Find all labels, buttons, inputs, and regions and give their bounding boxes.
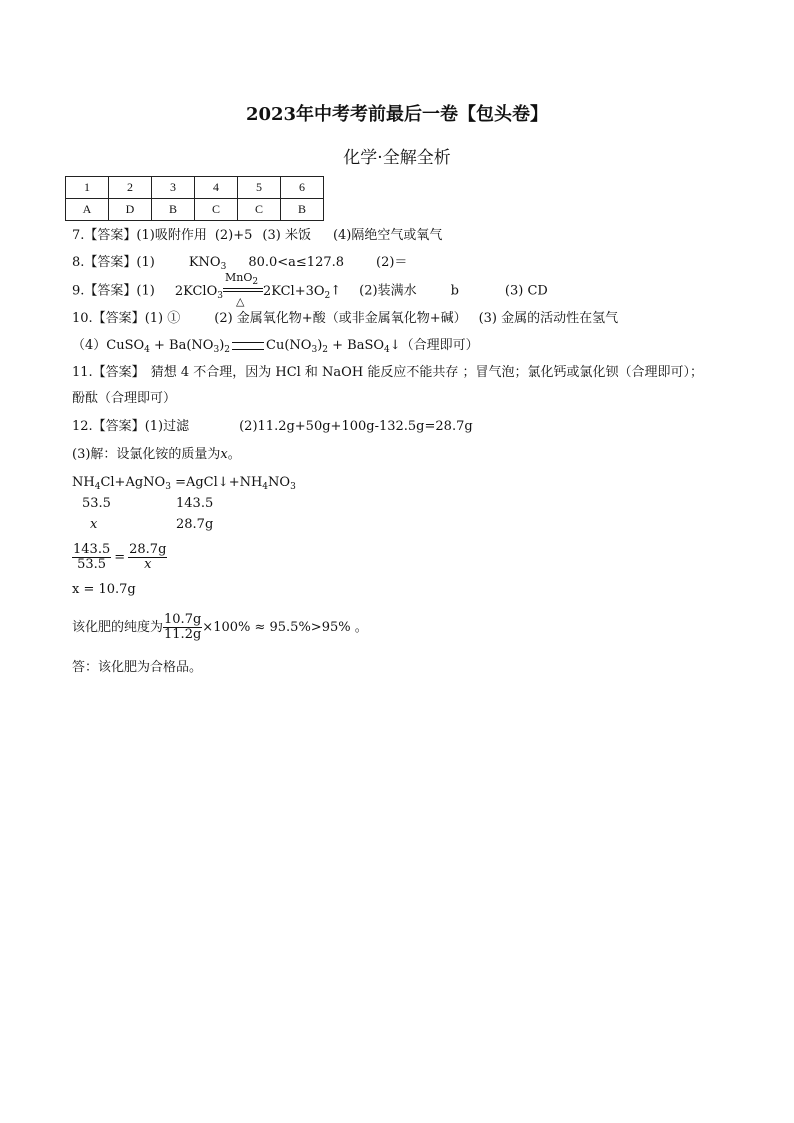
q10-a1: (1) ① bbox=[144, 311, 181, 326]
q12-conclusion: 答：该化肥为合格品。 bbox=[72, 660, 203, 675]
equals-sign-icon bbox=[232, 342, 264, 350]
q10-a3: (3) 金属的活动性在氢气 bbox=[478, 311, 619, 326]
q7-label: 7.【答案】 bbox=[72, 228, 137, 243]
q9-a1: (1) bbox=[136, 283, 155, 299]
table-cell: D bbox=[109, 199, 152, 221]
gas-arrow-icon: ↑ bbox=[330, 283, 342, 299]
q12-a2: (2)11.2g+50g+100g-132.5g=28.7g bbox=[239, 419, 473, 434]
q12-label: 12.【答案】 bbox=[72, 419, 145, 434]
fraction-left: $\frac{143.5}{53.5}$ bbox=[73, 542, 111, 572]
q8-range: 80.0<a≤127.8 bbox=[248, 255, 345, 270]
answer-table bbox=[65, 176, 324, 221]
table-cell: 6 bbox=[281, 177, 324, 199]
q9-a2: (2)装满水 bbox=[359, 283, 417, 299]
q10-line2: （4）CuSO$_4$ + $Ba(NO_3)_2$ $Cu(NO_3)_2$ + BaSO$_4$↓（合理即可） bbox=[72, 338, 479, 355]
q9-reactant: 2KClO$_3$ bbox=[174, 283, 223, 301]
table-cell: C bbox=[238, 199, 281, 221]
table-row bbox=[66, 199, 324, 221]
purity-fraction: $\frac{10.7g}{11.2g}$ bbox=[164, 612, 202, 642]
q11-text: 猜想 4 不合理，因为 HCl 和 NaOH 能反应不能共存 ；冒气泡；氯化钙或氯化钡（合理即可）； bbox=[150, 365, 703, 380]
page-subtitle: 化学·全解全析 bbox=[343, 148, 451, 168]
table-cell: 2 bbox=[109, 177, 152, 199]
q11-line2: 酚酞（合理即可） bbox=[72, 391, 177, 406]
q8-formula: $KNO_3$ bbox=[188, 255, 227, 272]
q12-var-x: x bbox=[90, 517, 98, 532]
q12-result: x = 10.7g bbox=[72, 582, 136, 597]
q12-purity: 该化肥的纯度为 $\frac{10.7g}{11.2g}$ ×100% ≈ 95.5%>95% 。 bbox=[72, 612, 368, 642]
q11-line1 bbox=[72, 364, 703, 382]
q7-a4: (4)隔绝空气或氧气 bbox=[332, 228, 443, 243]
q8-label: 8.【答案】 bbox=[72, 255, 137, 270]
q9-line bbox=[72, 271, 548, 308]
table-cell: 1 bbox=[66, 177, 109, 199]
q10-label: 10.【答案】 bbox=[72, 311, 145, 326]
q12-proportion: $\frac{143.5}{53.5}$ = $\frac{28.7g}{x}$ bbox=[73, 542, 167, 572]
fraction-right: $\frac{28.7g}{x}$ bbox=[129, 542, 167, 572]
q12-a1: (1)过滤 bbox=[144, 419, 190, 434]
q7-a2: (2)+5 bbox=[214, 228, 253, 243]
q12-value2: 28.7g bbox=[176, 517, 214, 532]
q7-line bbox=[72, 227, 442, 245]
q9-label: 9.【答案】 bbox=[72, 283, 137, 299]
precipitate-arrow-icon: ↓ bbox=[217, 475, 229, 490]
q9-a3: (3) CD bbox=[504, 283, 548, 299]
q12-line1 bbox=[72, 418, 473, 436]
table-cell: A bbox=[66, 199, 109, 221]
table-cell: C bbox=[195, 199, 238, 221]
q9-b: b bbox=[450, 283, 459, 299]
table-cell: 5 bbox=[238, 177, 281, 199]
table-cell: 3 bbox=[152, 177, 195, 199]
table-cell: 4 bbox=[195, 177, 238, 199]
table-cell: B bbox=[281, 199, 324, 221]
q12-mass1: 53.5 bbox=[82, 496, 111, 511]
q9-reaction-condition: MnO$_2$ △ bbox=[223, 282, 263, 300]
q10-line1 bbox=[72, 310, 618, 328]
q8-a2: (2)＝ bbox=[376, 255, 408, 270]
q9-product: $2KCl+3O_2$ bbox=[262, 283, 331, 301]
q7-a3: (3) 米饭 bbox=[262, 228, 311, 243]
q7-a1: (1)吸附作用 bbox=[136, 228, 207, 243]
q12-equation: $NH_4Cl+AgNO_3$ $=AgCl↓+NH_4NO_3$ bbox=[72, 475, 296, 492]
q10-a2: (2) 金属氧化物+酸（或非金属氧化物+碱） bbox=[214, 311, 467, 326]
q11-label: 11.【答案】 bbox=[72, 365, 145, 380]
q12-mass2: 143.5 bbox=[176, 496, 214, 511]
table-cell: B bbox=[152, 199, 195, 221]
table-row bbox=[66, 177, 324, 199]
page-title: 2023年中考考前最后一卷【包头卷】 bbox=[245, 104, 549, 125]
q12-line3: (3)解：设氯化铵的质量为x。 bbox=[72, 447, 241, 462]
q8-a1: (1) bbox=[136, 255, 155, 270]
